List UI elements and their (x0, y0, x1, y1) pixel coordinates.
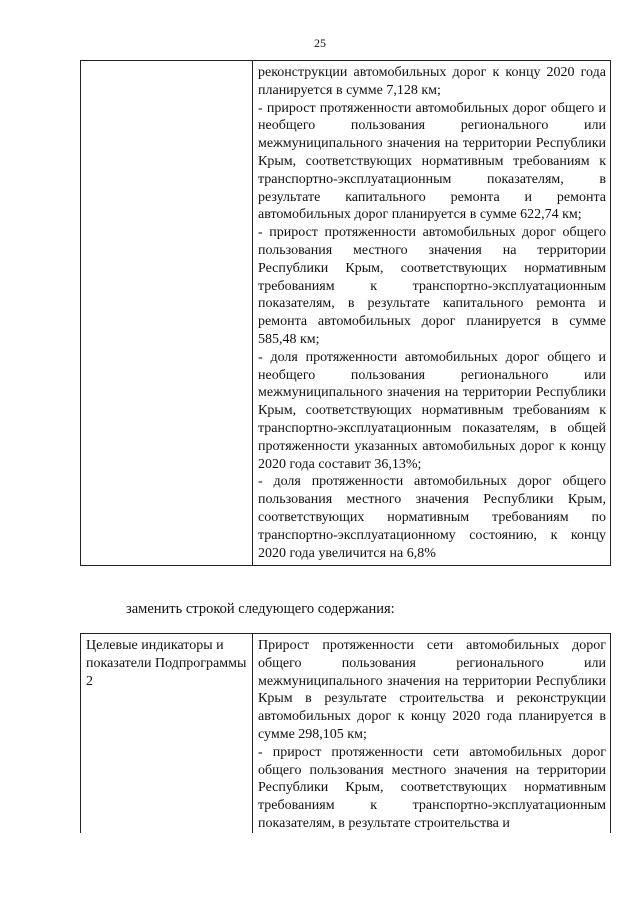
paragraph: - прирост протяженности сети автомобильных дорог общего пользования местного значения на территории Республики Крым, соответствующих нормативным требованиям к транспортно-эксплуатационным показателям, в результате строительства и (258, 744, 606, 831)
table-row (81, 634, 611, 837)
paragraph: реконструкции автомобильных дорог к концу 2020 года планируется в сумме 7,128 км; (258, 65, 606, 98)
table-cell-content (253, 634, 611, 837)
page-bottom-margin (0, 833, 640, 905)
paragraph: - прирост протяженности автомобильных дорог общего и необщего пользования регионального или межмуниципального значения на территории Республики Крым, соответствующих нормативным требованиям к транспортно-эксплуатационным показателям, в результате капитального ремонта и ремонта автомобильных дорог планируется в сумме 622,74 км; (258, 100, 606, 223)
table-cell-label (81, 61, 253, 566)
indicators-table-old (80, 60, 611, 566)
paragraph: - прирост протяженности автомобильных дорог общего пользования местного значения на территории Республики Крым, соответствующих нормативным требованиям к транспортно-эксплуатационным показателям, в результате капитального ремонта и ремонта автомобильных дорог планируется в сумме 585,48 км; (258, 225, 606, 347)
page-number: 25 (314, 36, 326, 50)
indicators-table-new (80, 633, 611, 837)
table-row (81, 61, 611, 566)
replace-instruction: заменить строкой следующего содержания: (126, 601, 395, 617)
paragraph: Прирост протяженности сети автомобильных дорог общего пользования регионального или межмуниципального значения на территории Республики Крым в результате строительства и реконструкции автомобильных дорог к концу 2020 года планируется в сумме 298,105 км; (258, 638, 606, 742)
paragraph: - доля протяженности автомобильных дорог общего и необщего пользования регионального или межмуниципального значения на территории Республики Крым, соответствующих нормативным требованиям к транспортно-эксплуатационным показателям, в общей протяженности указанных автомобильных дорог к концу 2020 года составит 36,13%; (258, 349, 606, 472)
table-cell-content (253, 61, 611, 566)
table-cell-label: Целевые индикаторы и показатели Подпрограммы 2 (81, 634, 253, 837)
paragraph: - доля протяженности автомобильных дорог общего пользования местного значения Республики Крым, соответствующих нормативным требованиям по транспортно-эксплуатационному состоянию, к концу 2020 года увеличится на 6,8% (258, 474, 606, 561)
